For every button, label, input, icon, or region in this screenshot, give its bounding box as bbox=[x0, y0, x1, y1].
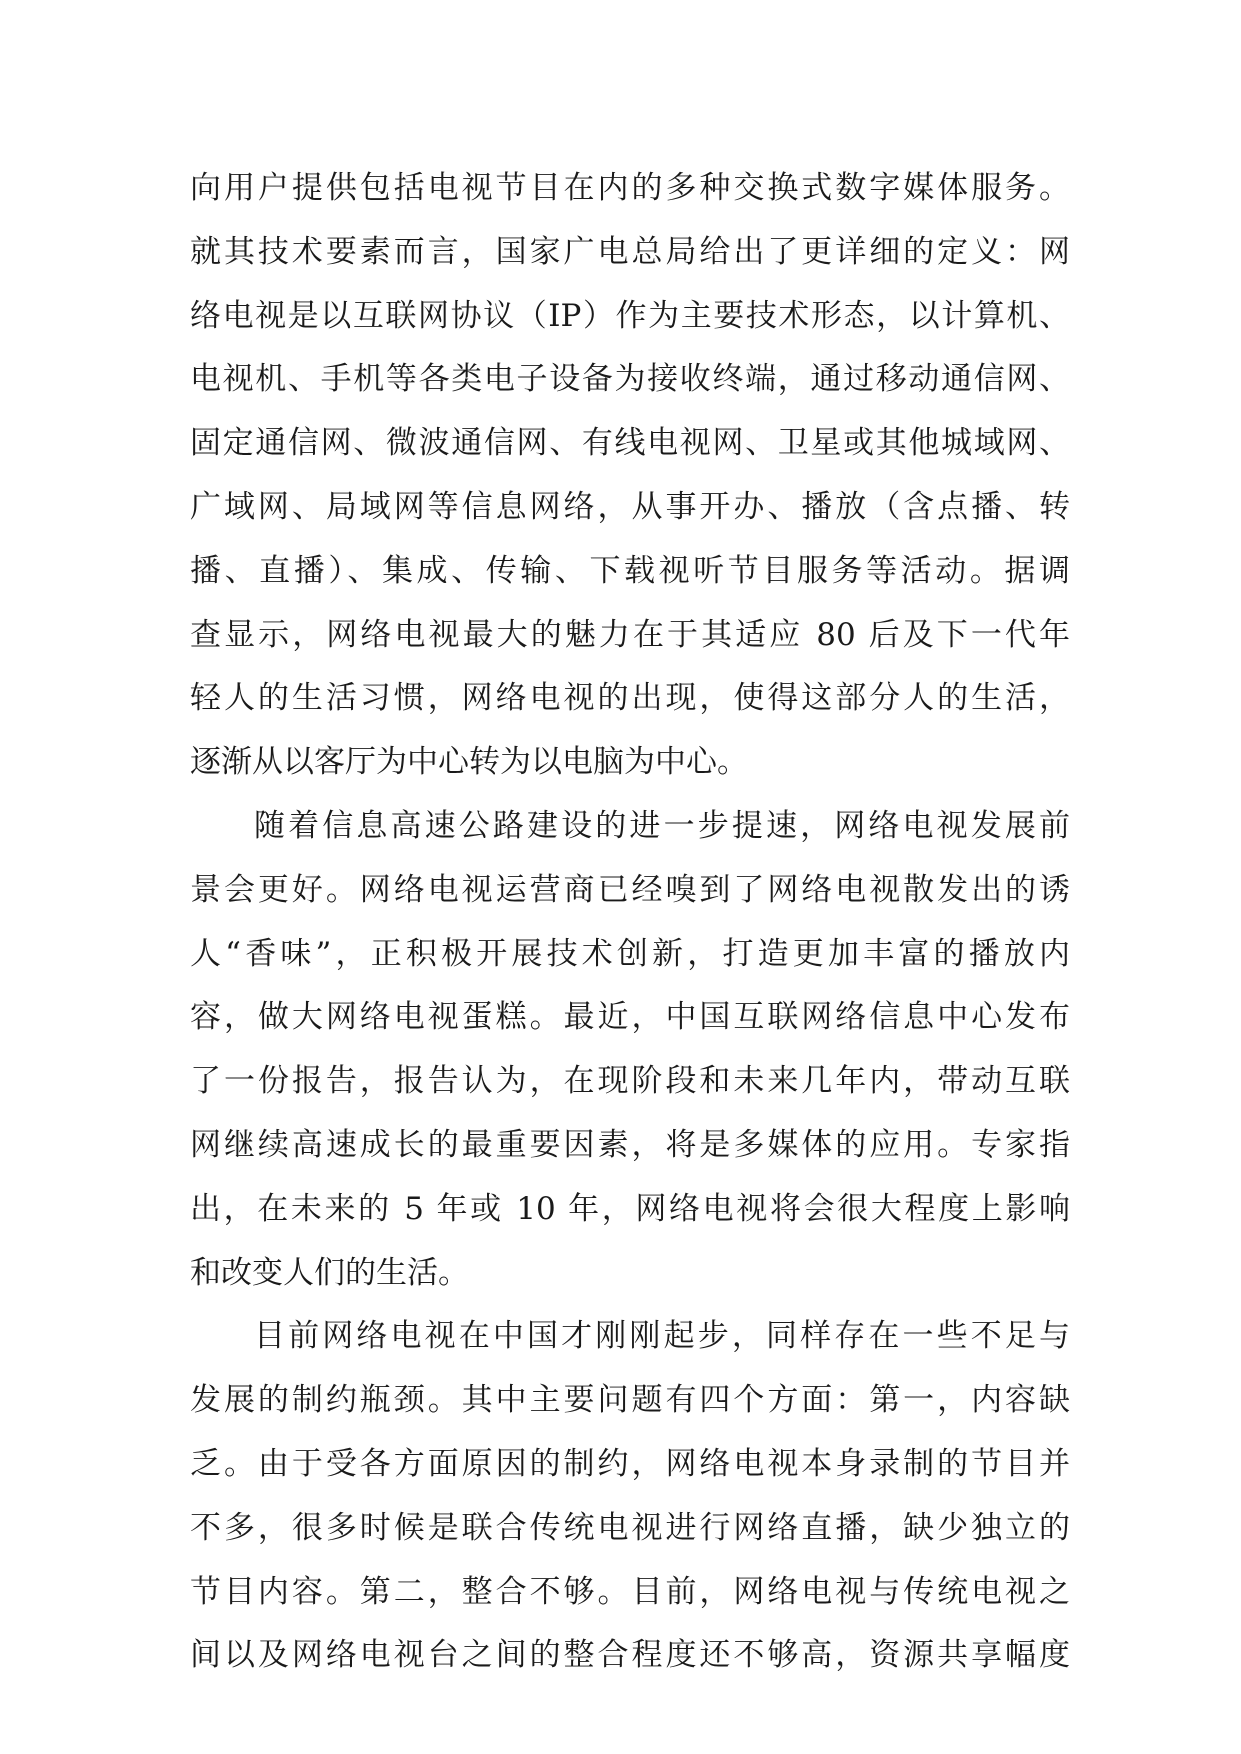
text-line: 不多，很多时候是联合传统电视进行网络直播，缺少独立的 bbox=[190, 1509, 1070, 1546]
text-line: 固定通信网、微波通信网、有线电视网、卫星或其他城域网、 bbox=[190, 425, 1070, 462]
text-line: 轻人的生活习惯，网络电视的出现，使得这部分人的生活， bbox=[190, 680, 1070, 717]
text-line: 发展的制约瓶颈。其中主要问题有四个方面：第一，内容缺 bbox=[190, 1382, 1070, 1419]
body-text bbox=[190, 157, 1070, 1688]
text-line: 络电视是以互联网协议（IP）作为主要技术形态，以计算机、 bbox=[190, 297, 1070, 334]
text-line: 播、直播）、集成、传输、下载视听节目服务等活动。据调 bbox=[190, 552, 1070, 589]
text-line: 目前网络电视在中国才刚刚起步，同样存在一些不足与 bbox=[254, 1318, 1070, 1355]
text-line: 间以及网络电视台之间的整合程度还不够高，资源共享幅度 bbox=[190, 1637, 1070, 1674]
text-line: 人“香味”，正积极开展技术创新，打造更加丰富的播放内 bbox=[190, 935, 1070, 972]
text-line: 逐渐从以客厅为中心转为以电脑为中心。 bbox=[190, 744, 748, 781]
text-line: 和改变人们的生活。 bbox=[190, 1254, 469, 1291]
paragraph bbox=[190, 157, 1070, 795]
text-line: 乏。由于受各方面原因的制约，网络电视本身录制的节目并 bbox=[190, 1445, 1070, 1482]
paragraph bbox=[190, 1305, 1070, 1688]
text-line: 电视机、手机等各类电子设备为接收终端，通过移动通信网、 bbox=[190, 361, 1070, 398]
text-line: 节目内容。第二，整合不够。目前，网络电视与传统电视之 bbox=[190, 1573, 1070, 1610]
text-line: 出，在未来的 5 年或 10 年，网络电视将会很大程度上影响 bbox=[190, 1190, 1070, 1227]
text-line: 查显示，网络电视最大的魅力在于其适应 80 后及下一代年 bbox=[190, 616, 1070, 653]
text-line: 网继续高速成长的最重要因素，将是多媒体的应用。专家指 bbox=[190, 1126, 1070, 1163]
text-line: 就其技术要素而言，国家广电总局给出了更详细的定义：网 bbox=[190, 233, 1070, 270]
text-line: 了一份报告，报告认为，在现阶段和未来几年内，带动互联 bbox=[190, 1063, 1070, 1100]
paragraph bbox=[190, 795, 1070, 1305]
text-line: 景会更好。网络电视运营商已经嗅到了网络电视散发出的诱 bbox=[190, 871, 1070, 908]
text-line: 广域网、局域网等信息网络，从事开办、播放（含点播、转 bbox=[190, 488, 1070, 525]
text-line: 向用户提供包括电视节目在内的多种交换式数字媒体服务。 bbox=[190, 170, 1070, 206]
text-line: 容，做大网络电视蛋糕。最近，中国互联网络信息中心发布 bbox=[190, 999, 1070, 1036]
text-line: 随着信息高速公路建设的进一步提速，网络电视发展前 bbox=[254, 807, 1070, 844]
